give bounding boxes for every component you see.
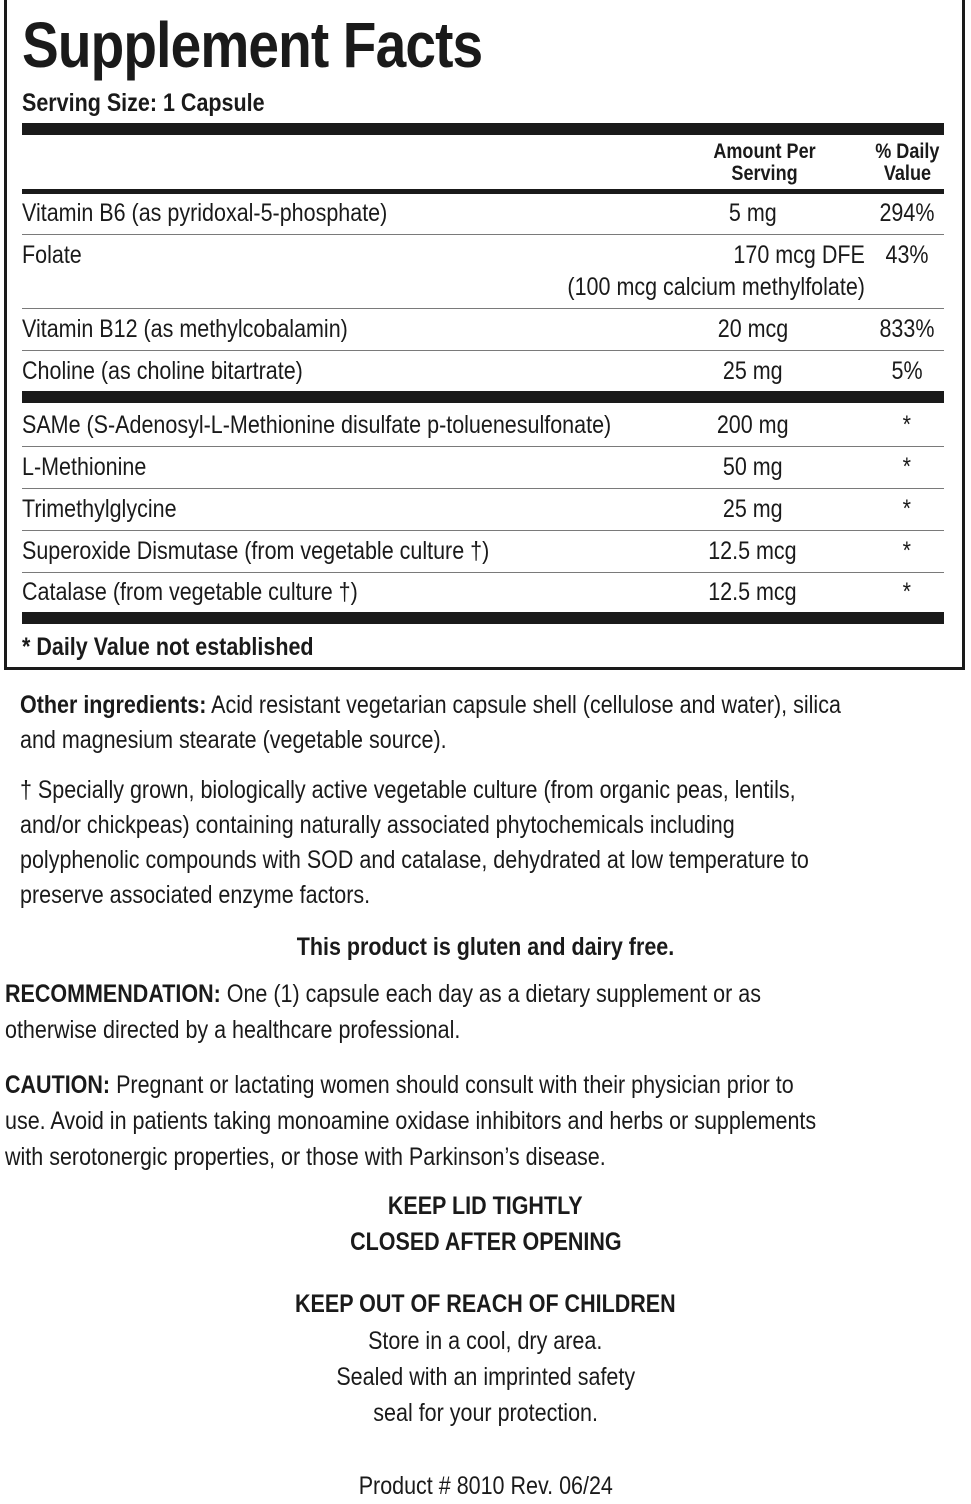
row-divider: [22, 308, 944, 309]
nutrient-amount: 25 mg: [722, 357, 783, 385]
nutrient-amount: 50 mg: [722, 453, 783, 481]
nutrient-daily-value: 5%: [891, 357, 923, 385]
thick-divider: [22, 612, 944, 624]
thick-divider: [22, 391, 944, 403]
caution-label: CAUTION:: [5, 1071, 111, 1099]
gluten-dairy-free-statement: This product is gluten and dairy free.: [296, 933, 675, 961]
nutrient-daily-value: *: [902, 578, 912, 606]
nutrient-name: Catalase (from vegetable culture †): [22, 578, 358, 606]
nutrient-name: L-Methionine: [22, 453, 147, 481]
row-divider: [22, 488, 944, 489]
facts-title: Supplement Facts: [22, 9, 483, 81]
recommendation-label: RECOMMENDATION:: [5, 980, 221, 1008]
row-divider: [22, 234, 944, 235]
nutrient-amount: 12.5 mcg: [708, 537, 797, 565]
header-amount-per-serving: Amount Per Serving: [713, 140, 817, 185]
thick-divider: [22, 123, 944, 135]
keep-out-of-reach-warning: KEEP OUT OF REACH OF CHILDREN: [295, 1290, 676, 1318]
nutrient-daily-value: *: [902, 453, 912, 481]
header-daily-value: % Daily Value: [874, 140, 940, 185]
row-divider: [22, 446, 944, 447]
medium-divider: [22, 189, 944, 194]
nutrient-name: SAMe (S-Adenosyl-L-Methionine disulfate p-toluenesulfonate): [22, 411, 612, 439]
daily-value-footnote: * Daily Value not established: [22, 633, 314, 661]
nutrient-daily-value: *: [902, 411, 912, 439]
nutrient-daily-value: 833%: [879, 315, 935, 343]
vegetable-culture-note: † Specially grown, biologically active vegetable culture (from organic peas, lentils, and/or chickpeas) containing naturally associated phytochemicals including polyphenolic compounds with SOD and catalase, dehydrated at low temperature to preserve associated enzyme factors.: [20, 776, 809, 909]
nutrient-amount: 200 mg: [716, 411, 789, 439]
nutrient-amount: 5 mg: [728, 199, 777, 227]
nutrient-daily-value: *: [902, 537, 912, 565]
nutrient-name: Vitamin B12 (as methylcobalamin): [22, 315, 348, 343]
product-code: Product # 8010 Rev. 06/24: [358, 1472, 613, 1500]
serving-size: Serving Size: 1 Capsule: [22, 89, 265, 117]
nutrient-amount: 12.5 mcg: [708, 578, 797, 606]
recommendation: RECOMMENDATION: One (1) capsule each day as a dietary supplement or as otherwise directed by a healthcare professional.: [5, 980, 761, 1044]
nutrient-amount: 170 mcg DFE: [733, 241, 865, 269]
nutrient-name: Choline (as choline bitartrate): [22, 357, 303, 385]
nutrient-amount: 20 mcg: [717, 315, 788, 343]
nutrient-amount-note: (100 mcg calcium methylfolate): [567, 273, 865, 301]
caution: CAUTION: Pregnant or lactating women should consult with their physician prior to use. Avoid in patients taking monoamine oxidase inhibitors and herbs or supplements with serotonergic properties, or those with Parkinson’s disease.: [5, 1071, 817, 1171]
nutrient-daily-value: *: [902, 495, 912, 523]
row-divider: [22, 572, 944, 573]
nutrient-name: Vitamin B6 (as pyridoxal-5-phosphate): [22, 199, 388, 227]
other-ingredients-label: Other ingredients:: [20, 691, 207, 719]
nutrient-name: Folate: [22, 241, 82, 269]
row-divider: [22, 530, 944, 531]
nutrient-daily-value: 43%: [885, 241, 929, 269]
nutrient-name: Trimethylglycine: [22, 495, 177, 523]
other-ingredients: Other ingredients: Acid resistant vegetarian capsule shell (cellulose and water), silica and magnesium stearate (vegetable source).: [20, 691, 841, 754]
storage-instructions: Store in a cool, dry area. Sealed with an imprinted safety seal for your protection.: [336, 1327, 635, 1427]
nutrient-name: Superoxide Dismutase (from vegetable culture †): [22, 537, 490, 565]
nutrient-amount: 25 mg: [722, 495, 783, 523]
row-divider: [22, 350, 944, 351]
keep-lid-closed-warning: KEEP LID TIGHTLY CLOSED AFTER OPENING: [349, 1192, 622, 1256]
nutrient-daily-value: 294%: [879, 199, 935, 227]
